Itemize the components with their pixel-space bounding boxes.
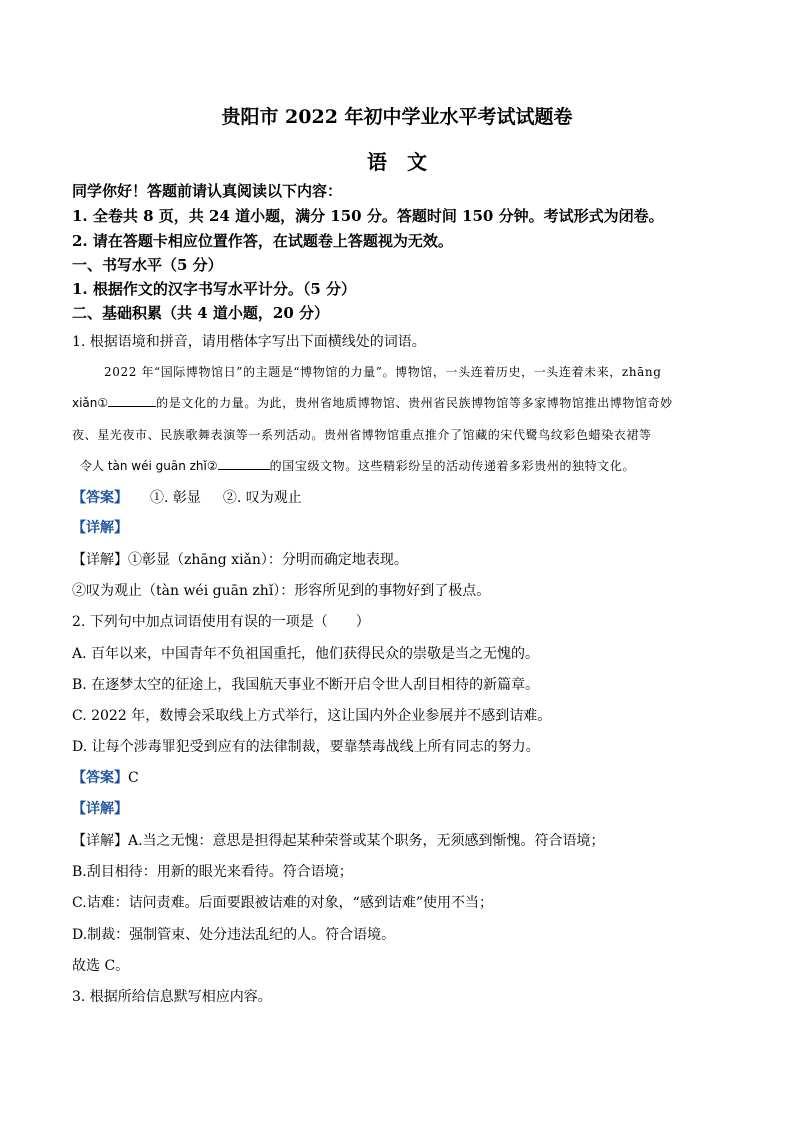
q1-answer-row (72, 487, 302, 507)
pinyin-blank-2-label: 令人 tàn wéi guān zhǐ② (80, 459, 218, 473)
q2-detail-c: C.诘难：诘问责难。后面要跟被诘难的对象，“感到诘难”使用不当； (72, 895, 493, 911)
q2-detail-b: B.刮目相待：用新的眼光来看待。符合语境； (72, 864, 353, 880)
question-3-stem: 3. 根据所给信息默写相应内容。 (72, 989, 272, 1005)
answer-2: ②. 叹为观止 (222, 490, 302, 506)
question-2-stem: 2. 下列句中加点词语使用有误的一项是（ ） (72, 614, 370, 630)
q1-detail-2: ②叹为观止（tàn wéi guān zhǐ）：形容所见到的事物好到了极点。 (72, 583, 491, 599)
passage-line-2-text: 的是文化的力量。为此，贵州省地质博物馆、贵州省民族博物馆等多家博物馆推出博物馆奇妙 (156, 396, 673, 410)
option-b: B. 在逐梦太空的征途上，我国航天事业不断开启令世人刮目相待的新篇章。 (72, 677, 540, 693)
answer-blank-2[interactable] (218, 457, 270, 470)
answer-1: ①. 彰显 (150, 490, 201, 506)
passage-line-1: 2022 年“国际博物馆日”的主题是“博物馆的力量”。博物馆，一头连着历史，一头连着未来，zhāng (104, 365, 662, 379)
q2-answer: C (128, 770, 139, 786)
subject-title: 语 文 (367, 150, 427, 174)
pinyin-blank-1-label: xiǎn① (72, 396, 109, 410)
q1-detail-1: 【详解】①彰显（zhāng xiǎn）：分明而确定地表现。 (72, 552, 408, 568)
q2-detail-d: D.制裁：强制管束、处分违法乱纪的人。符合语境。 (72, 927, 396, 943)
question-1-stem: 1. 根据语境和拼音，请用楷体字写出下面横线处的词语。 (72, 334, 426, 350)
exam-title: 贵阳市 2022 年初中学业水平考试试题卷 (221, 106, 573, 128)
notice-greeting: 同学你好！答题前请认真阅读以下内容： (72, 182, 343, 200)
notice-rule-1: 1. 全卷共 8 页，共 24 道小题，满分 150 分。答题时间 150 分钟。考试形式为闭卷。 (72, 207, 664, 225)
detail-tag: 【详解】 (72, 801, 128, 817)
option-d: D. 让每个涉毒罪犯受到应有的法律制裁，要靠禁毒战线上所有同志的努力。 (72, 739, 540, 755)
q2-conclusion: 故选 C。 (72, 958, 130, 974)
option-c: C. 2022 年，数博会采取线上方式举行，这让国内外企业参展并不感到诘难。 (72, 708, 552, 724)
q2-answer-row (72, 767, 139, 787)
passage-line-3: 夜、星光夜市、民族歌舞表演等一系列活动。贵州省博物馆重点推介了馆藏的宋代鹭鸟纹彩色蜡染衣裙等 (72, 428, 652, 442)
answer-tag: 【答案】 (72, 490, 128, 506)
detail-tag: 【详解】 (72, 520, 128, 536)
passage-line-4-text: 的国宝级文物。这些精彩纷呈的活动传递着多彩贵州的独特文化。 (269, 459, 636, 473)
section-2-heading: 二、基础积累（共 4 道小题，20 分） (72, 304, 329, 322)
notice-rule-2: 2. 请在答题卡相应位置作答，在试题卷上答题视为无效。 (72, 232, 453, 250)
section-1-heading: 一、书写水平（5 分） (72, 256, 223, 274)
option-a: A. 百年以来，中国青年不负祖国重托，他们获得民众的崇敬是当之无愧的。 (72, 646, 540, 662)
passage-line-2 (72, 394, 722, 411)
answer-blank-1[interactable] (108, 394, 156, 407)
answer-tag: 【答案】 (72, 770, 128, 786)
passage-line-4 (72, 457, 722, 474)
q2-detail-a: 【详解】A.当之无愧：意思是担得起某种荣誉或某个职务，无须感到惭愧。符合语境； (72, 833, 605, 849)
section-1-item: 1. 根据作文的汉字书写水平计分。（5 分） (72, 280, 357, 298)
